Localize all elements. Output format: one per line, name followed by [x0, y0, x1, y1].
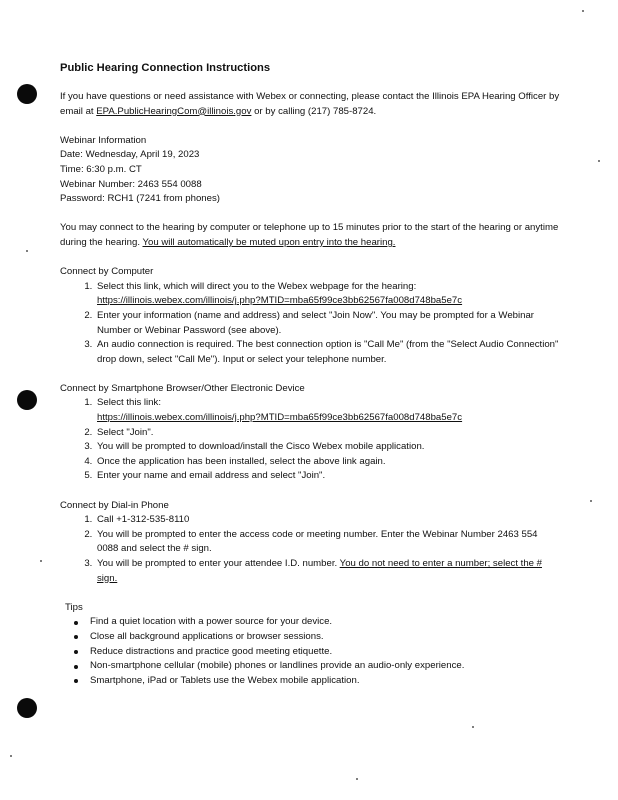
intro-text-end: or by calling (217) 785-8724.: [251, 105, 377, 117]
scan-speck: [590, 500, 592, 502]
dialin-heading: Connect by Dial-in Phone: [60, 499, 169, 511]
list-item: 2. Select "Join".: [95, 426, 560, 441]
list-item: 2. You will be prompted to enter the access code or meeting number. Enter the Webinar Number 2463 554 0088 and select the # sign.: [95, 528, 560, 557]
intro-text: If you have questions or need assistance with Webex or connecting, please contact the Illinois EPA Hearing Officer by email at: [60, 91, 560, 117]
document-page: [60, 60, 560, 688]
list-item: [95, 557, 560, 586]
smartphone-steps: [60, 396, 560, 484]
webinar-number: Webinar Number: 2463 554 0088: [60, 178, 202, 190]
list-item: Close all background applications or browser sessions.: [90, 630, 560, 645]
scan-speck: [40, 560, 42, 562]
list-item: Non-smartphone cellular (mobile) phones or landlines provide an audio-only experience.: [90, 659, 560, 674]
hearing-officer-email-link[interactable]: EPA.PublicHearingCom@illinois.gov: [96, 105, 252, 117]
webex-link-smartphone[interactable]: https://illinois.webex.com/illinois/j.php?MTID=mba65f99ce3bb62567fa008d748ba5e7c: [97, 412, 463, 424]
webinar-date: Date: Wednesday, April 19, 2023: [60, 149, 200, 161]
step-text: Select this link, which will direct you to the Webex webpage for the hearing:: [97, 280, 417, 292]
list-item: 3. You will be prompted to download/install the Cisco Webex mobile application.: [95, 440, 560, 455]
list-item: [95, 280, 560, 309]
intro-paragraph: [60, 90, 560, 119]
scan-speck: [10, 755, 12, 757]
step-text-underlined: You do not need to enter a number; select the # sign.: [97, 558, 542, 584]
step-text: Select this link:: [97, 397, 161, 409]
smartphone-heading: Connect by Smartphone Browser/Other Electronic Device: [60, 382, 305, 394]
list-item: 5. Enter your name and email address and select "Join".: [95, 469, 560, 484]
dialin-steps: [60, 513, 560, 586]
scan-speck: [598, 160, 600, 162]
tips-heading: Tips: [65, 601, 83, 613]
computer-heading: Connect by Computer: [60, 266, 154, 278]
computer-steps: [60, 280, 560, 368]
connect-note: [60, 221, 560, 250]
scan-speck: [356, 778, 358, 780]
punch-hole-top: [17, 84, 37, 104]
page-title: Public Hearing Connection Instructions: [60, 62, 271, 74]
connect-note-text: You may connect to the hearing by computer or telephone up to 15 minutes prior to the start of the hearing or anytime during the hearing.: [60, 222, 559, 248]
list-item: [95, 396, 560, 425]
punch-hole-bottom: [17, 698, 37, 718]
scan-speck: [472, 726, 474, 728]
scan-speck: [582, 10, 584, 12]
list-item: 2. Enter your information (name and address) and select "Join Now". You may be prompted for a Webinar Number or Webinar Password (see above).: [95, 309, 560, 338]
webinar-heading: Webinar Information: [60, 134, 147, 146]
list-item: Reduce distractions and practice good meeting etiquette.: [90, 645, 560, 660]
webinar-password: Password: RCH1 (7241 from phones): [60, 193, 220, 205]
list-item: 4. Once the application has been installed, select the above link again.: [95, 455, 560, 470]
list-item: 1. Call +1-312-535-8110: [95, 513, 560, 528]
punch-hole-middle: [17, 390, 37, 410]
list-item: Find a quiet location with a power source for your device.: [90, 615, 560, 630]
step-text: You will be prompted to enter your attendee I.D. number.: [97, 558, 340, 569]
connect-note-muted: You will automatically be muted upon entry into the hearing.: [142, 236, 396, 248]
list-item: Smartphone, iPad or Tablets use the Webex mobile application.: [90, 674, 560, 689]
webinar-time: Time: 6:30 p.m. CT: [60, 163, 142, 175]
scan-speck: [26, 250, 28, 252]
list-item: 3. An audio connection is required. The best connection option is "Call Me" (from the "Select Audio Connection" drop down, select "Call Me"). Input or select your telephone number.: [95, 338, 560, 367]
tips-list: [60, 615, 560, 688]
webex-link-computer[interactable]: https://illinois.webex.com/illinois/j.php?MTID=mba65f99ce3bb62567fa008d748ba5e7c: [97, 295, 463, 307]
